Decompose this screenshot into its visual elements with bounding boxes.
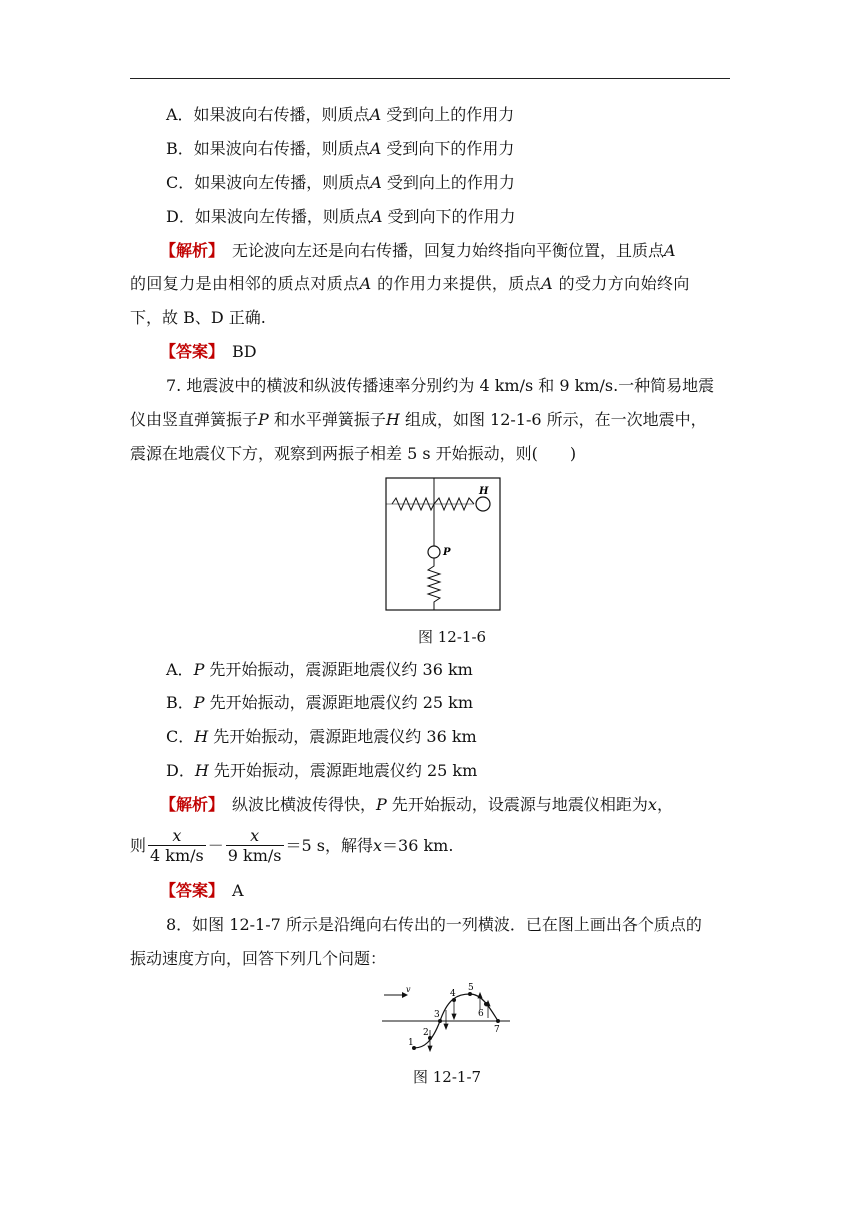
q6-option-a: A．如果波向右传播，则质点A 受到向上的作用力	[166, 105, 515, 124]
oscillator-h	[476, 497, 490, 511]
q7-analysis-line1: 【解析】 纵波比横波传得快，P 先开始振动，设震源与地震仪相距为x，	[160, 795, 673, 814]
label-v: v	[406, 985, 411, 994]
velocity-arrows	[428, 993, 490, 1051]
q7-option-c: C．H 先开始振动，震源距地震仪约 36 km	[166, 727, 477, 746]
q7-stem-line1: 7. 地震波中的横波和纵波传播速率分别约为 4 km/s 和 9 km/s.一种简易地震	[166, 376, 715, 395]
figure-caption-12-1-6: 图 12-1-6	[418, 628, 487, 646]
particle-7	[496, 1019, 500, 1023]
analysis-tag: 【解析】	[160, 795, 217, 814]
q6-option-b: B．如果波向右传播，则质点A 受到向下的作用力	[166, 139, 515, 158]
q6-option-d: D．如果波向左传播，则质点A 受到向下的作用力	[166, 207, 516, 226]
figure-caption-12-1-7: 图 12-1-7	[413, 1068, 482, 1086]
seismograph-figure	[384, 476, 502, 612]
q7-option-b: B．P 先开始振动，震源距地震仪约 25 km	[166, 693, 474, 712]
q6-analysis-line3: 下，故 B、D 正确.	[130, 308, 266, 327]
fraction-x-over-9: $\frac{x}{9 km/s}$	[227, 826, 282, 865]
wave-figure	[378, 980, 514, 1056]
q7-stem-line2: 仪由竖直弹簧振子P 和水平弹簧振子H 组成，如图 12-1-6 所示，在一次地震中，	[130, 410, 707, 429]
fraction-x-over-4: $\frac{x}{4 km/s}$	[150, 826, 204, 865]
svg-text:3: 3	[434, 1010, 440, 1020]
header-rule	[130, 78, 730, 79]
svg-text:2: 2	[423, 1028, 429, 1038]
q7-analysis-equation: 则 $\frac{x}{4 km/s}$ － $\frac{x}{9 km/s}$ ＝5 s，解得x＝36 km.	[130, 826, 454, 865]
q7-option-a: A．P 先开始振动，震源距地震仪约 36 km	[166, 660, 473, 679]
q8-stem-line2: 振动速度方向，回答下列几个问题：	[130, 949, 387, 968]
q7-stem-line3: 震源在地震仪下方，观察到两振子相差 5 s 开始振动，则( )	[130, 444, 577, 463]
answer-tag: 【答案】	[160, 342, 217, 361]
svg-text:5: 5	[468, 983, 474, 993]
q7-option-d: D．H 先开始振动，震源距地震仪约 25 km	[166, 761, 478, 780]
q7-answer: 【答案】 A	[160, 881, 244, 900]
vertical-spring	[428, 558, 440, 610]
oscillator-p	[428, 546, 440, 558]
q8-stem-line1: 8．如图 12-1-7 所示是沿绳向右传出的一列横波．已在图上画出各个质点的	[166, 915, 702, 934]
svg-text:7: 7	[494, 1025, 500, 1035]
q6-option-c: C．如果波向左传播，则质点A 受到向上的作用力	[166, 173, 515, 192]
q6-analysis-line2: 的回复力是由相邻的质点对质点A 的作用力来提供，质点A 的受力方向始终向	[130, 274, 690, 293]
svg-text:6: 6	[478, 1009, 484, 1019]
answer-tag: 【答案】	[160, 881, 217, 900]
q6-answer: 【答案】 BD	[160, 342, 257, 361]
q6-analysis-line1: 【解析】 无论波向左还是向右传播，回复力始终指向平衡位置，且质点A	[160, 241, 676, 260]
label-h: H	[479, 486, 489, 497]
svg-text:1: 1	[408, 1038, 414, 1048]
svg-text:4: 4	[450, 989, 456, 999]
label-p: P	[443, 547, 451, 558]
analysis-tag: 【解析】	[160, 241, 217, 260]
